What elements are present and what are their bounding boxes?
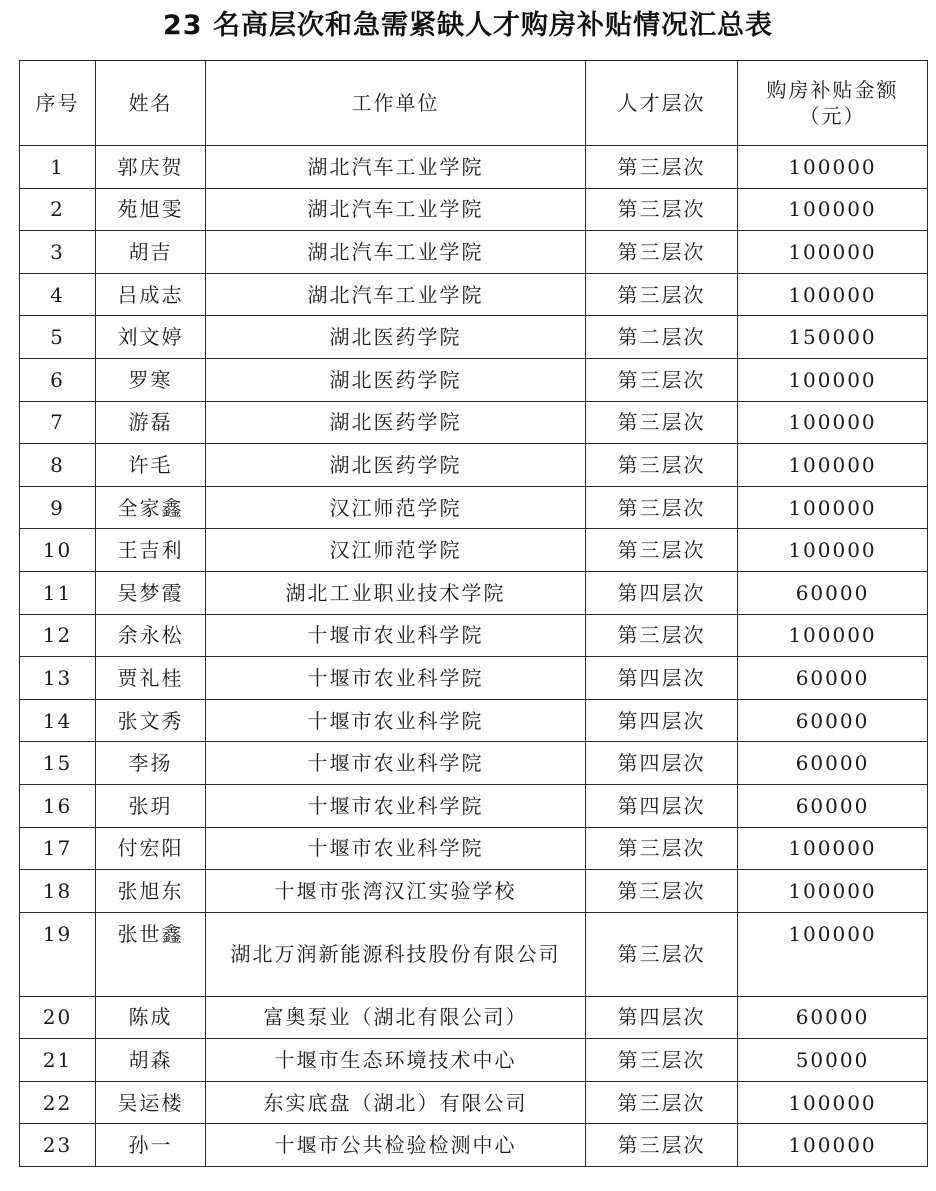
cell-no: 12 [20, 614, 96, 657]
cell-level: 第三层次 [586, 1039, 738, 1082]
cell-no: 4 [20, 273, 96, 316]
cell-no: 13 [20, 657, 96, 700]
cell-no: 20 [20, 996, 96, 1039]
cell-name: 张玥 [96, 784, 206, 827]
cell-amount: 100000 [738, 358, 928, 401]
cell-no: 8 [20, 444, 96, 487]
subsidy-table [19, 60, 928, 1167]
cell-unit: 湖北医药学院 [206, 358, 586, 401]
cell-amount: 60000 [738, 784, 928, 827]
cell-unit: 十堰市农业科学院 [206, 699, 586, 742]
table-row [20, 870, 928, 913]
cell-level: 第三层次 [586, 188, 738, 231]
cell-unit: 湖北汽车工业学院 [206, 146, 586, 189]
header-amount-line1: 购房补贴金额 [766, 78, 899, 102]
cell-level: 第三层次 [586, 358, 738, 401]
cell-name: 孙一 [96, 1124, 206, 1167]
cell-no: 10 [20, 529, 96, 572]
cell-amount: 100000 [738, 614, 928, 657]
cell-amount: 60000 [738, 699, 928, 742]
cell-name: 郭庆贺 [96, 146, 206, 189]
cell-amount: 60000 [738, 657, 928, 700]
table-row [20, 358, 928, 401]
cell-name: 余永松 [96, 614, 206, 657]
cell-name: 张世鑫 [96, 912, 206, 996]
cell-unit: 十堰市农业科学院 [206, 614, 586, 657]
cell-level: 第四层次 [586, 571, 738, 614]
table-row [20, 444, 928, 487]
table-header [20, 61, 928, 146]
cell-level: 第四层次 [586, 657, 738, 700]
cell-unit: 富奥泵业（湖北有限公司） [206, 996, 586, 1039]
cell-level: 第三层次 [586, 444, 738, 487]
cell-name: 吴运楼 [96, 1081, 206, 1124]
cell-amount: 60000 [738, 996, 928, 1039]
cell-amount: 100000 [738, 1124, 928, 1167]
cell-no: 5 [20, 316, 96, 359]
cell-no: 16 [20, 784, 96, 827]
header-row [20, 61, 928, 146]
cell-amount: 60000 [738, 571, 928, 614]
cell-amount: 100000 [738, 1081, 928, 1124]
cell-no: 18 [20, 870, 96, 913]
cell-amount: 100000 [738, 231, 928, 274]
cell-name: 吴梦霞 [96, 571, 206, 614]
cell-amount: 100000 [738, 529, 928, 572]
cell-unit: 十堰市农业科学院 [206, 827, 586, 870]
cell-unit: 湖北汽车工业学院 [206, 188, 586, 231]
table-row [20, 146, 928, 189]
cell-no: 17 [20, 827, 96, 870]
cell-name: 张旭东 [96, 870, 206, 913]
cell-name: 刘文婷 [96, 316, 206, 359]
table-row [20, 1039, 928, 1082]
cell-amount: 100000 [738, 401, 928, 444]
cell-level: 第三层次 [586, 1081, 738, 1124]
table-row [20, 742, 928, 785]
cell-unit: 湖北医药学院 [206, 316, 586, 359]
cell-no: 15 [20, 742, 96, 785]
cell-level: 第三层次 [586, 614, 738, 657]
table-row [20, 401, 928, 444]
header-name: 姓名 [96, 61, 206, 146]
table-row [20, 1081, 928, 1124]
header-level: 人才层次 [586, 61, 738, 146]
cell-unit: 十堰市张湾汉江实验学校 [206, 870, 586, 913]
cell-name: 吕成志 [96, 273, 206, 316]
document-title: 23 名高层次和急需紧缺人才购房补贴情况汇总表 [163, 10, 773, 41]
cell-level: 第二层次 [586, 316, 738, 359]
cell-level: 第三层次 [586, 273, 738, 316]
cell-unit: 湖北医药学院 [206, 444, 586, 487]
cell-unit: 湖北万润新能源科技股份有限公司 [206, 912, 586, 996]
header-unit: 工作单位 [206, 61, 586, 146]
table-row [20, 571, 928, 614]
cell-level: 第三层次 [586, 146, 738, 189]
cell-unit: 湖北汽车工业学院 [206, 273, 586, 316]
cell-amount: 100000 [738, 444, 928, 487]
cell-level: 第三层次 [586, 1124, 738, 1167]
cell-level: 第四层次 [586, 742, 738, 785]
table-body [20, 146, 928, 1167]
cell-no: 19 [20, 912, 96, 996]
cell-unit: 汉江师范学院 [206, 529, 586, 572]
table-row [20, 486, 928, 529]
cell-amount: 100000 [738, 273, 928, 316]
cell-unit: 十堰市公共检验检测中心 [206, 1124, 586, 1167]
cell-level: 第四层次 [586, 996, 738, 1039]
cell-unit: 十堰市农业科学院 [206, 784, 586, 827]
table-row [20, 912, 928, 996]
table-row [20, 1124, 928, 1167]
cell-level: 第三层次 [586, 486, 738, 529]
cell-name: 胡吉 [96, 231, 206, 274]
cell-amount: 50000 [738, 1039, 928, 1082]
cell-name: 贾礼桂 [96, 657, 206, 700]
cell-name: 张文秀 [96, 699, 206, 742]
cell-no: 21 [20, 1039, 96, 1082]
header-amount-line2: （元） [799, 104, 866, 128]
cell-unit: 汉江师范学院 [206, 486, 586, 529]
cell-amount: 150000 [738, 316, 928, 359]
table-row [20, 827, 928, 870]
cell-level: 第四层次 [586, 699, 738, 742]
cell-unit: 湖北医药学院 [206, 401, 586, 444]
cell-unit: 东实底盘（湖北）有限公司 [206, 1081, 586, 1124]
cell-name: 胡森 [96, 1039, 206, 1082]
cell-no: 11 [20, 571, 96, 614]
cell-no: 3 [20, 231, 96, 274]
table-row [20, 231, 928, 274]
cell-amount: 100000 [738, 146, 928, 189]
cell-amount: 100000 [738, 870, 928, 913]
table-row [20, 273, 928, 316]
table-row [20, 188, 928, 231]
cell-name: 许毛 [96, 444, 206, 487]
cell-no: 9 [20, 486, 96, 529]
cell-unit: 湖北汽车工业学院 [206, 231, 586, 274]
table-row [20, 614, 928, 657]
cell-no: 14 [20, 699, 96, 742]
cell-amount: 100000 [738, 486, 928, 529]
cell-no: 7 [20, 401, 96, 444]
cell-no: 23 [20, 1124, 96, 1167]
cell-level: 第三层次 [586, 401, 738, 444]
cell-unit: 十堰市农业科学院 [206, 742, 586, 785]
cell-no: 1 [20, 146, 96, 189]
table-row [20, 529, 928, 572]
cell-amount: 100000 [738, 188, 928, 231]
cell-no: 6 [20, 358, 96, 401]
cell-name: 付宏阳 [96, 827, 206, 870]
cell-level: 第三层次 [586, 912, 738, 996]
header-amount [738, 61, 928, 146]
cell-level: 第四层次 [586, 784, 738, 827]
cell-level: 第三层次 [586, 870, 738, 913]
cell-amount: 100000 [738, 912, 928, 996]
cell-no: 2 [20, 188, 96, 231]
cell-amount: 60000 [738, 742, 928, 785]
cell-level: 第三层次 [586, 827, 738, 870]
cell-name: 苑旭雯 [96, 188, 206, 231]
table-row [20, 657, 928, 700]
cell-name: 李扬 [96, 742, 206, 785]
cell-name: 游磊 [96, 401, 206, 444]
header-no: 序号 [20, 61, 96, 146]
cell-unit: 湖北工业职业技术学院 [206, 571, 586, 614]
table-row [20, 784, 928, 827]
table-row [20, 316, 928, 359]
cell-level: 第三层次 [586, 529, 738, 572]
cell-amount: 100000 [738, 827, 928, 870]
cell-name: 王吉利 [96, 529, 206, 572]
cell-name: 陈成 [96, 996, 206, 1039]
cell-name: 全家鑫 [96, 486, 206, 529]
table-row [20, 996, 928, 1039]
cell-level: 第三层次 [586, 231, 738, 274]
table-row [20, 699, 928, 742]
cell-unit: 十堰市生态环境技术中心 [206, 1039, 586, 1082]
cell-name: 罗寒 [96, 358, 206, 401]
cell-no: 22 [20, 1081, 96, 1124]
cell-unit: 十堰市农业科学院 [206, 657, 586, 700]
